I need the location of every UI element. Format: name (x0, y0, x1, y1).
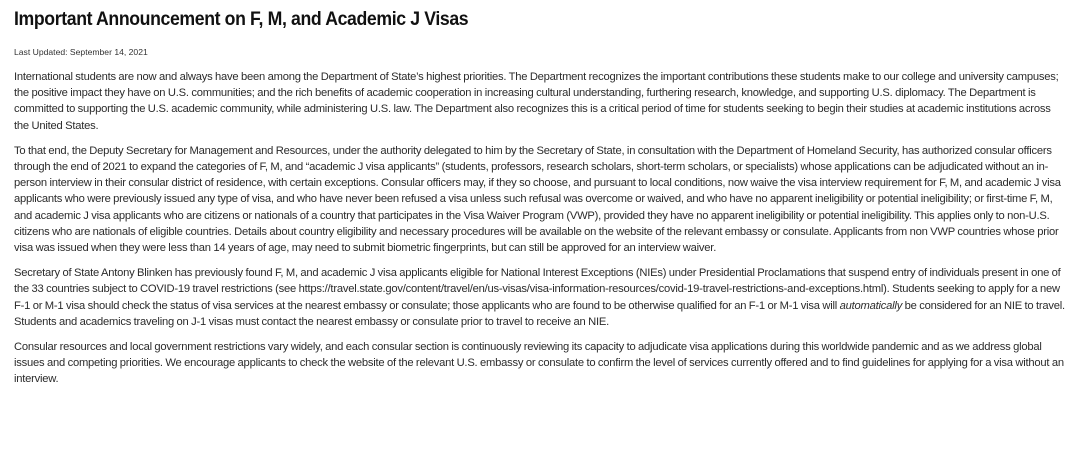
last-updated-date: Last Updated: September 14, 2021 (14, 47, 148, 57)
paragraph-nie-text-start: Secretary of State Antony Blinken has previously found F, M, and academic J visa applicants eligible for National Interest Exceptions (NIEs) under Presidential Proclamations that suspend entry of individuals present in one of the 33 countries subject to COVID-19 travel restrictions (see https://travel.state.gov/content/travel/en/us-visas/visa-information-resources/covid-19-travel-restrictions-and-exceptions.html). Students seeking to apply for a new F-1 or M-1 visa should check the status of visa services at the nearest embassy or consulate; those applicants who are found to be otherwise qualified for an F-1 or M-1 visa will (14, 267, 1061, 312)
paragraph-interview-waiver: To that end, the Deputy Secretary for Management and Resources, under the authority delegated to him by the Secretary of State, in consultation with the Department of Homeland Security, has authorized consular officers through the end of 2021 to expand the categories of F, M, and “academic J visa applicants” (students, professors, research scholars, short-term scholars, or specialists) whose applications can be adjudicated without an in-person interview in their consular district of residence, with certain exceptions. Consular officers may, if they so choose, and pursuant to local conditions, now waive the visa interview requirement for F, M, and academic J visa applicants who were previously issued any type of visa, and who have never been refused a visa unless such refusal was overcome or waived, and who have no apparent ineligibility or potential ineligibility; or first-time F, M, and academic J visa applicants who are citizens or nationals of a country that participates in the Visa Waiver Program (VWP), provided they have no apparent ineligibility or potential ineligibility. This applies only to non-U.S. citizens who are nationals of eligible countries. Details about country eligibility and necessary procedures will be available on the website of the relevant embassy or consulate. Applicants from non VWP countries whose prior visa was issued when they were less than 14 years of age, may need to submit biometric fingerprints, but can still be approved for an interview waiver. (14, 144, 1061, 255)
paragraph-nie-text-end: be considered for an NIE to travel. Students and academics traveling on J-1 visas must contact the nearest embassy or consulate prior to travel to receive an NIE. (14, 299, 1065, 328)
page-title: Important Announcement on F, M, and Academic J Visas (14, 9, 469, 30)
paragraph-nie-emphasis: automatically (839, 299, 903, 312)
paragraph-national-interest-exceptions (14, 265, 1066, 330)
paragraph-intro: International students are now and always have been among the Department of State’s highest priorities. The Department recognizes the important contributions these students make to our college and university campuses; the positive impact they have on U.S. communities; and the rich benefits of academic cooperation in increasing cultural understanding, furthering research, knowledge, and supporting U.S. diplomacy. The Department is committed to supporting the U.S. academic community, while administering U.S. law. The Department also recognizes this is a critical period of time for students seeking to begin their studies at academic institutions across the United States. (14, 71, 1059, 132)
paragraph-consular-resources: Consular resources and local government restrictions vary widely, and each consular section is continuously reviewing its capacity to adjudicate visa applications during this worldwide pandemic and as we address global issues and competing priorities. We encourage applicants to check the website of the relevant U.S. embassy or consulate to confirm the level of services currently offered and to find guidelines for applying for a visa without an interview. (14, 341, 1064, 386)
